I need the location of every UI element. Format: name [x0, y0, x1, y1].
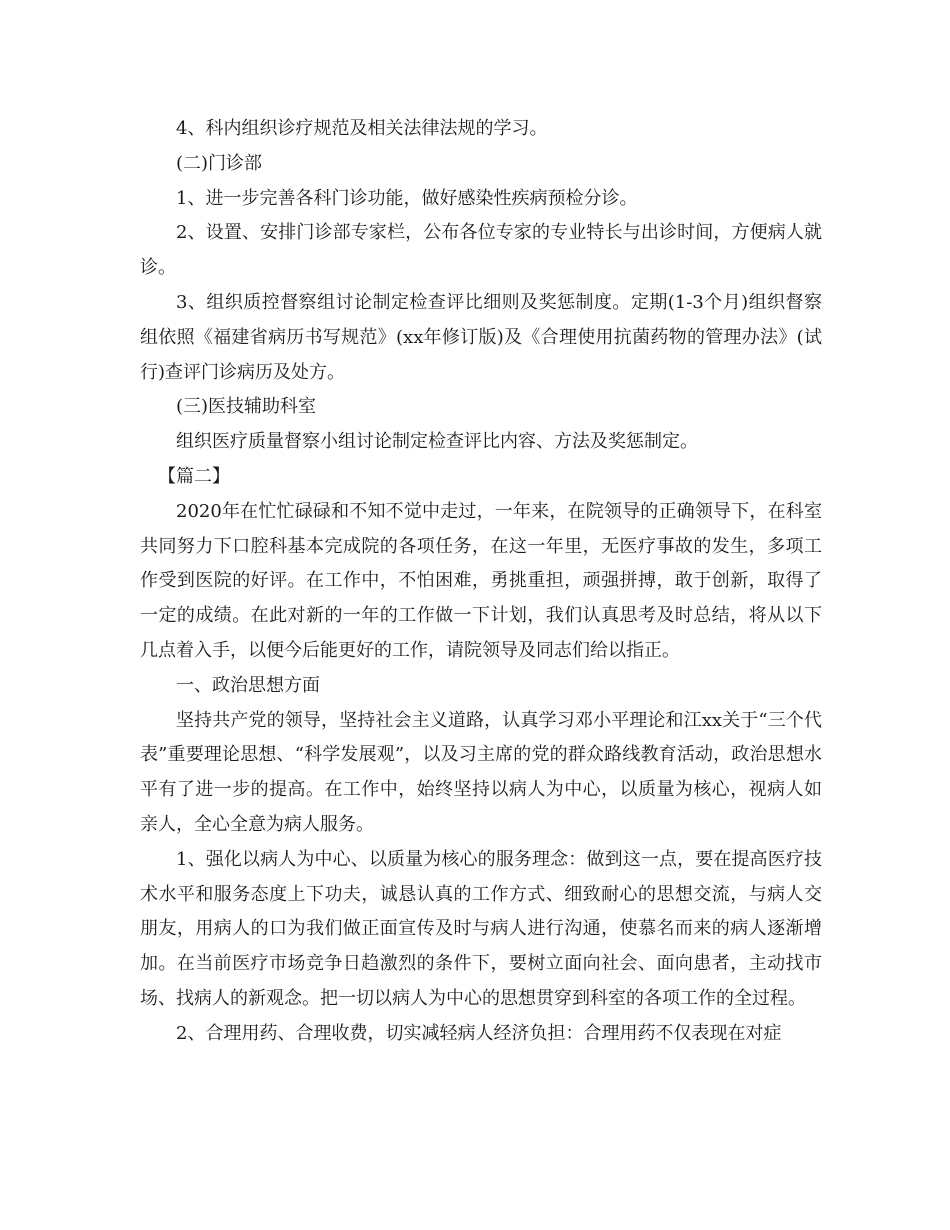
paragraph-item-4-study: 4、科内组织诊疗规范及相关法律法规的学习。	[176, 118, 548, 139]
paragraph-outpatient-2: 2、设置、安排门诊部专家栏，公布各位专家的专业特长与出诊时间，方便病人就诊。	[140, 222, 822, 279]
section-heading-outpatient: (二)门诊部	[176, 152, 263, 174]
paragraph-political-2: 2、合理用药、合理收费，切实减轻病人经济负担：合理用药不仅表现在对症	[176, 1022, 782, 1044]
chapter-title-part-two: 【篇二】	[158, 465, 230, 487]
paragraph-part-two-intro: 2020年在忙忙碌碌和不知不觉中走过，一年来，在院领导的正确领导下，在科室共同努力下口腔科基本完成院的各项任务，在这一年里，无医疗事故的发生，多项工作受到医院的好评。在工作中，不怕困难，勇挑重担，顽强拼搏，敢于创新，取得了一定的成绩。在此对新的一年的工作做一下计划，我们认真思考及时总结，将从以下几点着入手，以便今后能更好的工作，请院领导及同志们给以指正。	[140, 500, 822, 661]
paragraph-political-1: 1、强化以病人为中心、以质量为核心的服务理念：做到这一点，要在提高医疗技术水平和服务态度上下功夫，诚恳认真的工作方式、细致耐心的思想交流，与病人交朋友，用病人的口为我们做正面宣传及时与病人进行沟通，使慕名而来的病人逐渐增加。在当前医疗市场竞争日趋激烈的条件下，要树立面向社会、面向患者，主动找市场、找病人的新观念。把一切以病人为中心的思想贯穿到科室的各项工作的全过程。	[140, 848, 822, 1009]
paragraph-outpatient-1: 1、进一步完善各科门诊功能，做好感染性疾病预检分诊。	[176, 187, 638, 209]
paragraph-medtech: 组织医疗质量督察小组讨论制定检查评比内容、方法及奖惩制定。	[176, 431, 698, 453]
paragraph-political-body: 坚持共产党的领导，坚持社会主义道路，认真学习邓小平理论和江xx关于“三个代表”重要理论思想、“科学发展观”，以及习主席的党的群众路线教育活动，政治思想水平有了进一步的提高。在工作中，始终坚持以病人为中心，以质量为核心，视病人如亲人，全心全意为病人服务。	[140, 709, 822, 835]
paragraph-outpatient-3: 3、组织质控督察组讨论制定检查评比细则及奖惩制度。定期(1-3个月)组织督察组依照《福建省病历书写规范》(xx年修订版)及《合理使用抗菌药物的管理办法》(试行)查评门诊病历及处方。	[140, 291, 822, 383]
section-heading-political: 一、政治思想方面	[176, 674, 320, 696]
section-heading-medtech: (三)医技辅助科室	[176, 396, 317, 418]
